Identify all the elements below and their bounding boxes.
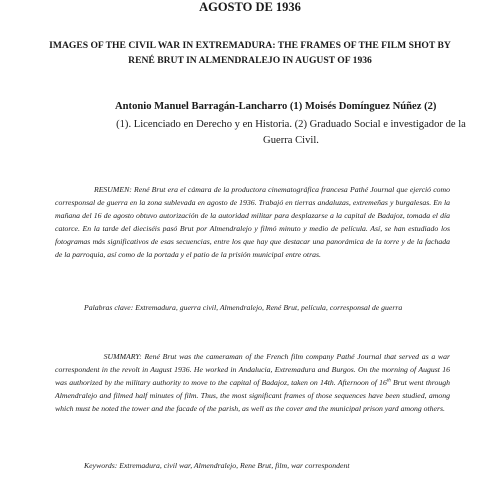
abstract-english <box>55 350 450 415</box>
author-affiliations: (1). Licenciado en Derecho y en Historia. (2) Graduado Social e investigador de la Guerra Civil. <box>116 119 466 146</box>
author-names: Antonio Manuel Barragán-Lancharro (1) Moisés Domínguez Núñez (2) <box>115 101 437 112</box>
keywords-english-text: Extremadura, civil war, Almendralejo, Rene Brut, film, war correspondent <box>119 461 350 470</box>
abstract-spanish-label: RESUMEN: <box>93 185 132 194</box>
english-title: IMAGES OF THE CIVIL WAR IN EXTREMADURA: THE FRAMES OF THE FILM SHOT BY RENÉ BRUT IN ALMENDRALEJO IN AUGUST OF 1936 <box>49 40 451 66</box>
abstract-spanish-text: René Brut era el cámara de la productora cinematográfica francesa Pathé Journal que ejerció como corresponsal de guerra en la zona sublevada en agosto de 1936. Trabajó en tierras andaluzas, extremeñas y burgalesas. En la mañana del 16 de agosto obtuvo autorización de la autoridad militar para desplazarse a la capital de Badajoz, tomada el día catorce. En la tarde del dieciséis pasó Brut por Almendralejo y filmó minuto y medio de película. Así, se han estudiado los fotogramas más significativos de esas secuencias, entre los que hay que destacar una panorámica de la torre y de la fachada de la parroquia, así como de la portada y el patio de la prisión municipal entre otras. <box>55 185 451 259</box>
abstract-english-text-1: René Brut was the cameraman of the French film company Pathé Journal that served as a war correspondent in the revolt in August 1936. He worked in Andalucia, Extremadura and Burgos. On the morning of August 16 was authorized by the military authority to move to the capital of Badajoz, taken on 14th. Afternoon of 16 <box>55 352 450 387</box>
abstract-spanish <box>55 183 450 261</box>
page-title: AGOSTO DE 1936 <box>199 0 301 14</box>
keywords-spanish-label: Palabras clave: <box>84 303 134 312</box>
abstract-english-text-2: Brut went through Almendralejo and filmed half minutes of film. Thus, the most significant frames of those sequences have been studied, among which must be noted the tower and the facade of the parish, as well as the cover and the municipal prison yard among others. <box>55 378 450 413</box>
keywords-spanish <box>84 302 464 314</box>
ordinal-suffix: th <box>386 378 391 384</box>
abstract-english-label: SUMMARY: <box>103 352 142 361</box>
keywords-english <box>84 460 464 472</box>
keywords-english-label: Keywords: <box>84 461 118 470</box>
keywords-spanish-text: Extremadura, guerra civil, Almendralejo, René Brut, película, corresponsal de guerra <box>135 303 403 312</box>
